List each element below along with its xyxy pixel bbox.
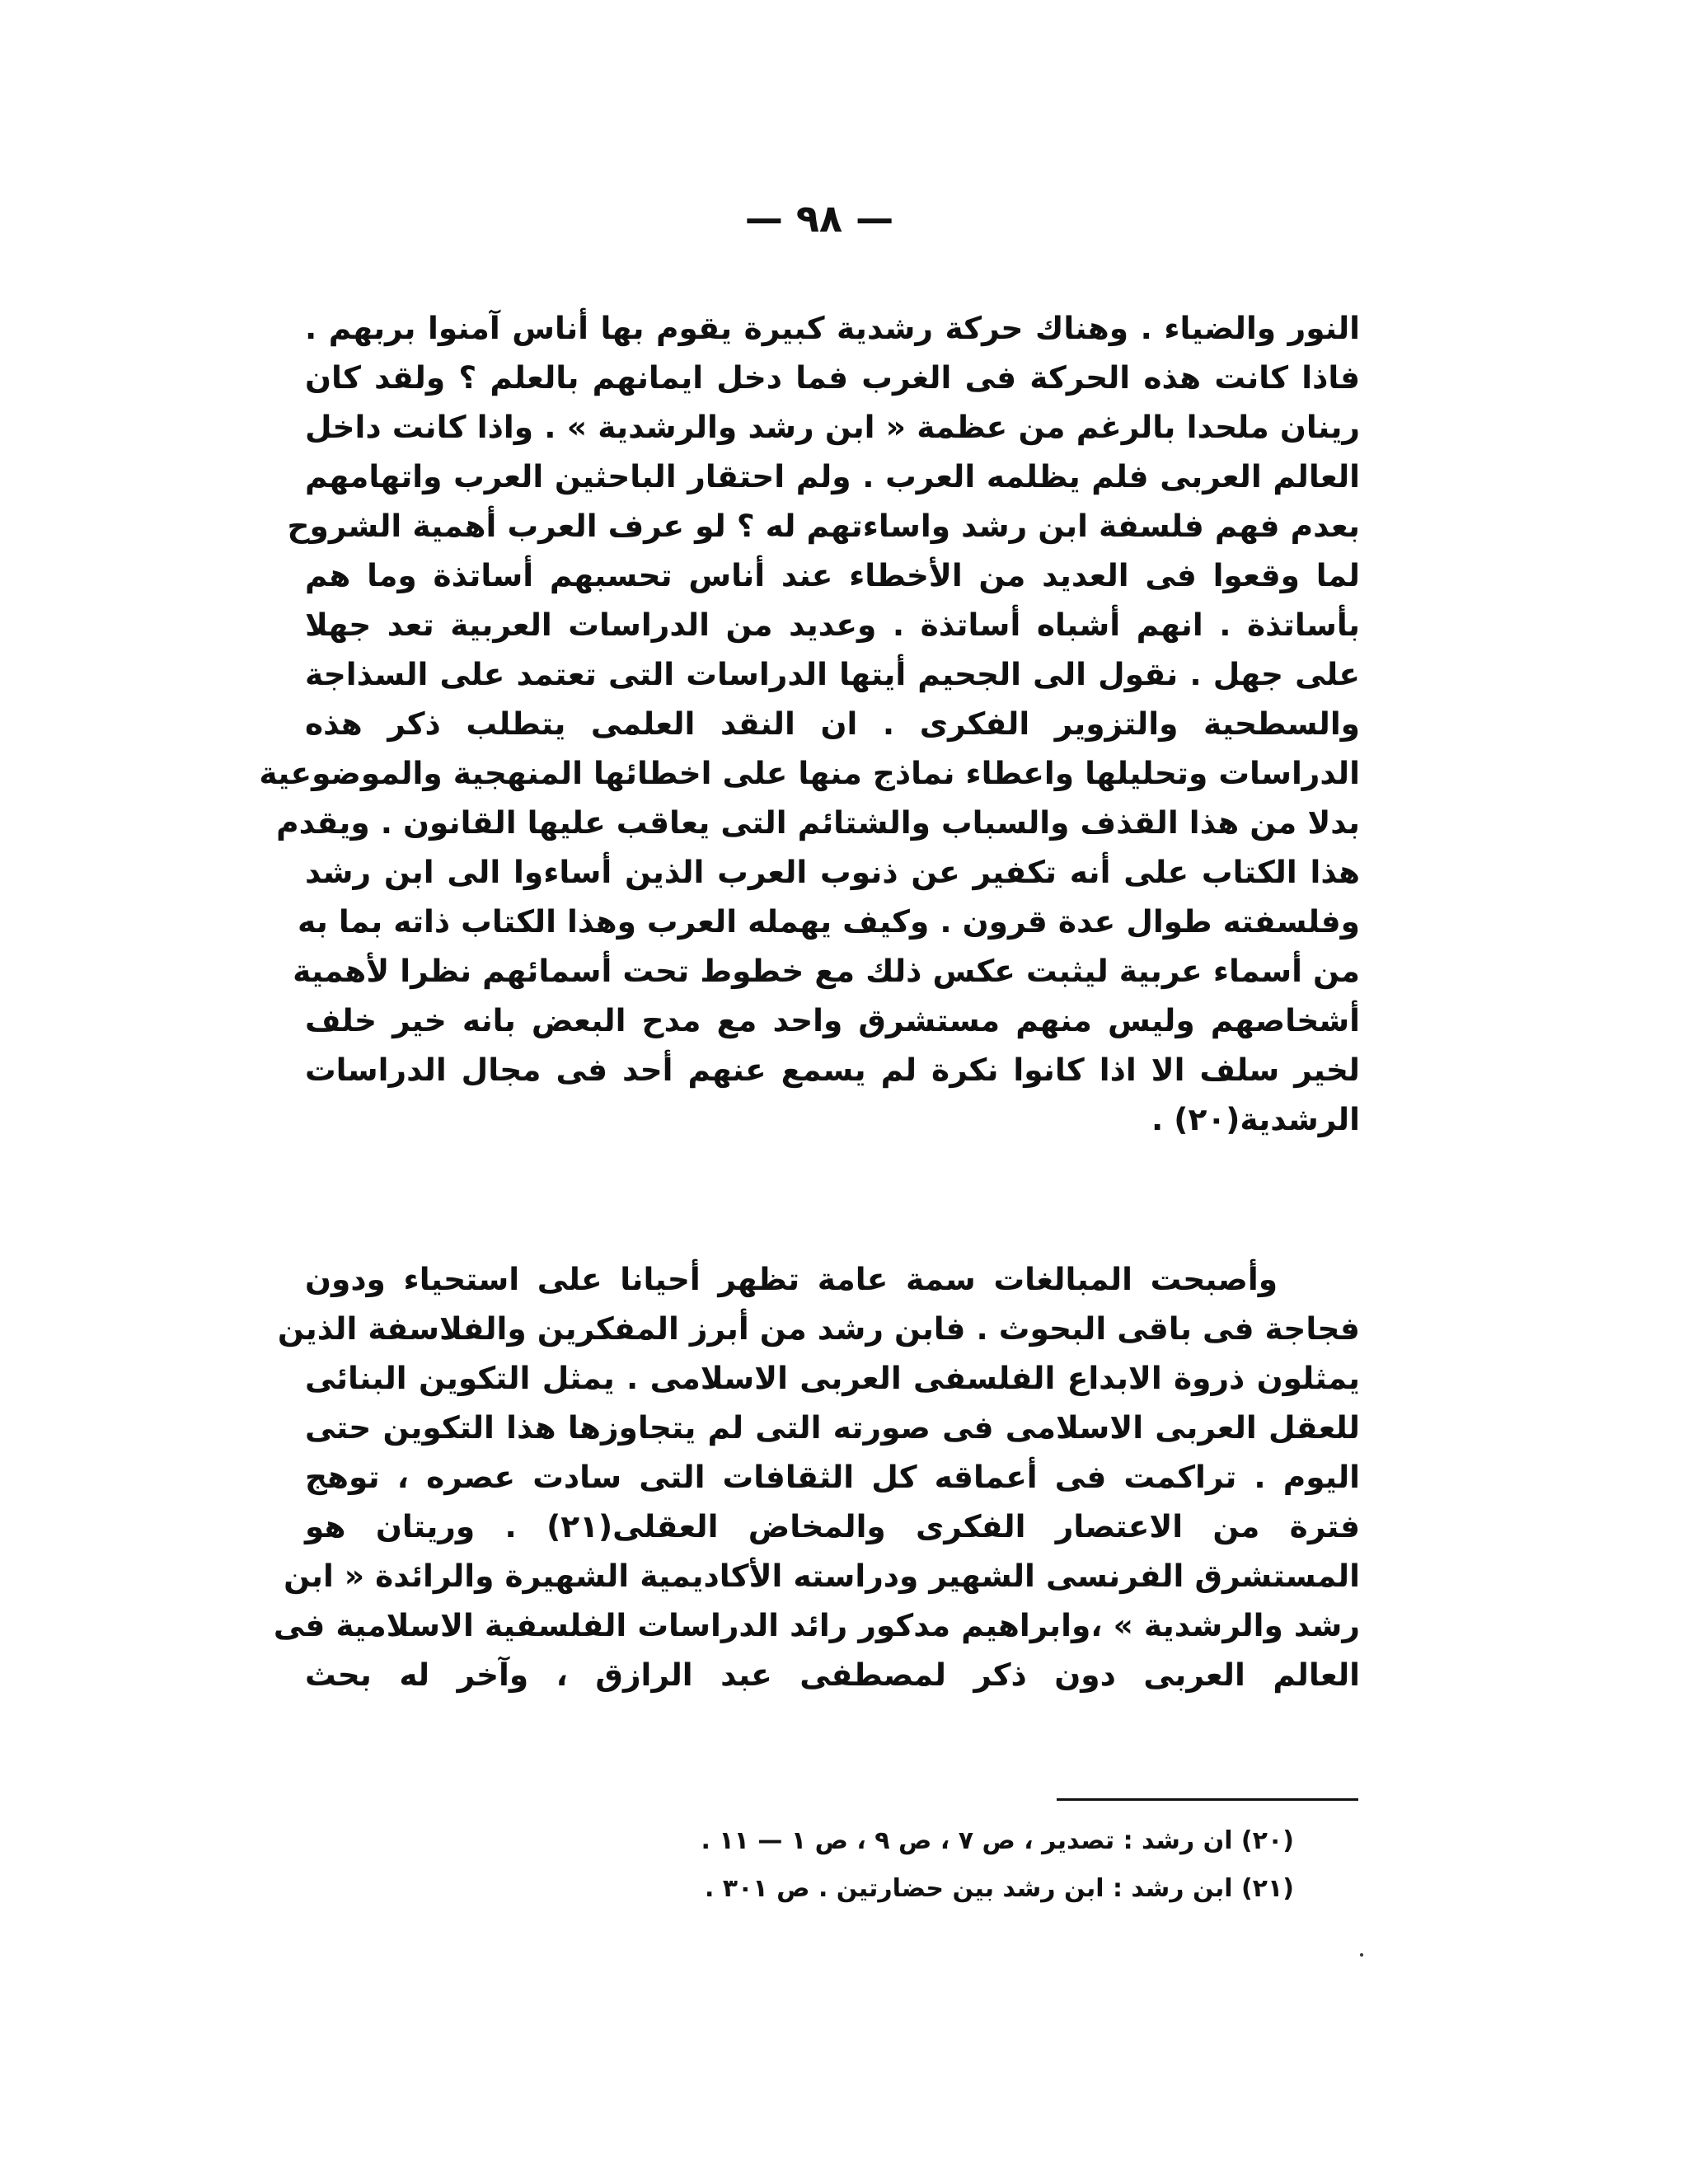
text-line: هذا الكتاب على أنه تكفير عن ذنوب العرب الذين أساءوا الى ابن رشد: [305, 854, 1360, 890]
text-line: اليوم . تراكمت فى أعماقه كل الثقافات التى سادت عصره ، توهج: [305, 1459, 1360, 1495]
text-line: من أسماء عربية ليثبت عكس ذلك مع خطوط تحت أسمائهم نظرا لأهمية: [293, 953, 1360, 989]
text-line: بدلا من هذا القذف والسباب والشتائم التى يعاقب عليها القانون . ويقدم: [276, 804, 1360, 841]
text-line: العالم العربى دون ذكر لمصطفى عبد الرازق ، وآخر له بحث: [305, 1657, 1360, 1693]
paragraph-1: [259, 303, 1360, 1144]
text-line: العالم العربى فلم يظلمه العرب . ولم احتقار الباحثين العرب واتهامهم: [305, 458, 1360, 494]
text-line: فجاجة فى باقى البحوث . فابن رشد من أبرز المفكرين والفلاسفة الذين: [277, 1310, 1360, 1347]
text-line: والسطحية والتزوير الفكرى . ان النقد العلمى يتطلب ذكر هذه: [305, 705, 1360, 742]
page-number: — ٩٨ —: [744, 196, 894, 241]
text-line: على جهل . نقول الى الجحيم أيتها الدراسات التى تعتمد على السذاجة: [305, 656, 1360, 692]
text-line: المستشرق الفرنسى الشهير ودراسته الأكاديمية الشهيرة والرائدة « ابن: [284, 1558, 1360, 1594]
text-line: وأصبحت المبالغات سمة عامة تظهر أحيانا على استحياء ودون: [305, 1261, 1278, 1297]
text-line: الرشدية(٢٠) .: [1151, 1101, 1360, 1137]
text-line: أشخاصهم وليس منهم مستشرق واحد مع مدح البعض بانه خير خلف: [305, 1002, 1360, 1038]
text-line: للعقل العربى الاسلامى فى صورته التى لم يتجاوزها هذا التكوين حتى: [305, 1409, 1360, 1446]
text-line: النور والضياء . وهناك حركة رشدية كبيرة يقوم بها أناس آمنوا بربهم .: [305, 310, 1360, 346]
footnotes: [552, 1817, 1294, 1913]
text-line: بأساتذة . انهم أشباه أساتذة . وعديد من الدراسات العربية تعد جهلا: [305, 607, 1360, 643]
text-line: فاذا كانت هذه الحركة فى الغرب فما دخل ايمانهم بالعلم ؟ ولقد كان: [305, 359, 1360, 396]
text-line: لخير سلف الا اذا كانوا نكرة لم يسمع عنهم أحد فى مجال الدراسات: [305, 1052, 1360, 1088]
scan-speck: [1360, 1953, 1363, 1957]
footnote-20: (٢٠) ان رشد : تصدير ، ص ٧ ، ص ٩ ، ص ١ — ١١ .: [701, 1826, 1294, 1855]
text-line: وفلسفته طوال عدة قرون . وكيف يهمله العرب وهذا الكتاب ذاته بما به: [297, 903, 1360, 940]
footnote-divider: [1057, 1798, 1358, 1801]
text-line: رشد والرشدية » ،وابراهيم مدكور رائد الدراسات الفلسفية الاسلامية فى: [273, 1607, 1360, 1643]
text-line: يمثلون ذروة الابداع الفلسفى العربى الاسلامى . يمثل التكوين البنائى: [305, 1360, 1360, 1396]
footnote-21: (٢١) ابن رشد : ابن رشد بين حضارتين . ص ٣٠١ .: [704, 1874, 1294, 1903]
text-line: الدراسات وتحليلها واعطاء نماذج منها على اخطائها المنهجية والموضوعية: [259, 755, 1360, 791]
text-line: رينان ملحدا بالرغم من عظمة « ابن رشد والرشدية » . واذا كانت داخل: [305, 409, 1360, 445]
paragraph-2: [273, 1254, 1361, 1699]
text-line: فترة من الاعتصار الفكرى والمخاض العقلى(٢١) . وريتان هو: [305, 1508, 1361, 1544]
text-line: لما وقعوا فى العديد من الأخطاء عند أناس تحسبهم أساتذة وما هم: [305, 557, 1360, 593]
text-line: بعدم فهم فلسفة ابن رشد واساءتهم له ؟ لو عرف العرب أهمية الشروح: [287, 508, 1360, 544]
